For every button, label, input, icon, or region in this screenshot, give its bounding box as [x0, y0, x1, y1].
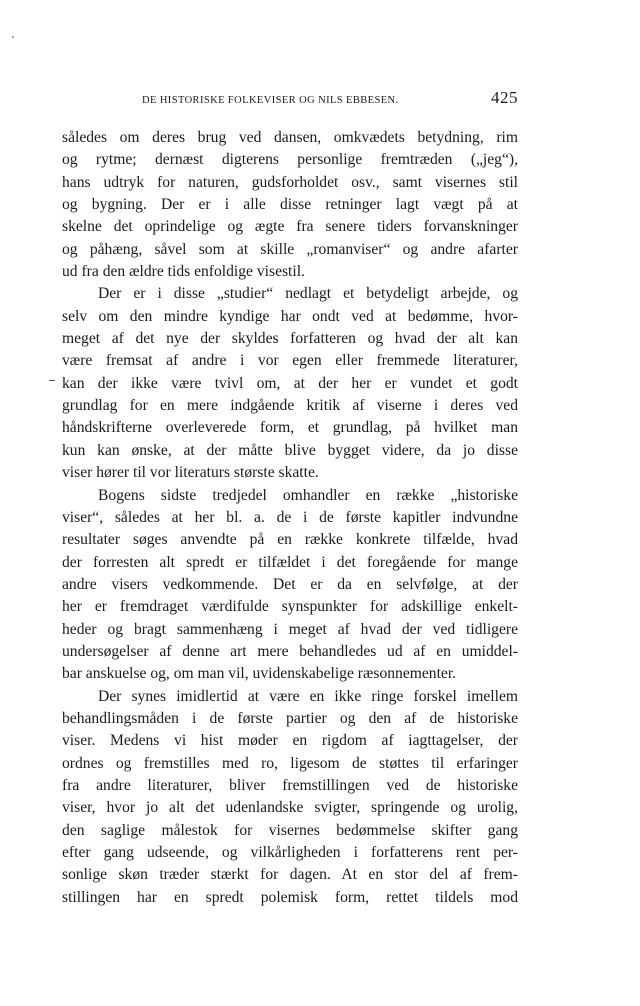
text-line: hans udtryk for naturen, gudsforholdet osv., samt visernes stil — [62, 173, 518, 191]
text-line: andre visers vedkommende. Det er da en selvfølge, at der — [62, 575, 518, 593]
text-line: selv om den mindre kyndige har ondt ved at bedømme, hvor- — [62, 307, 518, 325]
text-line: den saglige målestok for visernes bedømmelse skifter gang — [62, 821, 518, 839]
text-line: der forresten alt spredt er tilfældet i det foregående for mange — [62, 553, 518, 571]
text-line: heder og bragt sammenhæng i meget af hvad der ved tidligere — [62, 620, 518, 638]
text-line: Der synes imidlertid at være en ikke ringe forskel imellem — [98, 687, 518, 705]
text-line: viser. Medens vi hist møder en rigdom af iagttagelser, der — [62, 732, 518, 750]
text-line: kan der ikke være tvivl om, at der her er vundet et godt — [62, 374, 518, 392]
text-line: undersøgelser af denne art mere behandledes ud af en umiddel- — [62, 642, 518, 660]
page-header — [142, 88, 518, 112]
text-line: efter gang udseende, og vilkårligheden i forfatterens rent per- — [62, 844, 518, 861]
text-line: ud fra den ældre tids enfoldige visestil. — [62, 263, 305, 281]
text-line: stillingen har en spredt polemisk form, rettet tildels mod — [62, 888, 518, 906]
text-line: her er fremdraget værdifulde synspunkter for adskillige enkelt- — [62, 598, 518, 616]
body-text — [62, 127, 518, 909]
text-line: fra andre literaturer, bliver fremstillingen ved de historiske — [62, 776, 518, 794]
text-line: meget af det nye der skyldes forfatteren og hvad der alt kan — [62, 330, 518, 348]
text-line: kun kan ønske, at der måtte blive bygget videre, da jo disse — [62, 441, 518, 459]
text-line: sonlige skøn træder stærkt for dagen. At en stor del af frem- — [62, 866, 518, 884]
text-line: og rytme; dernæst digterens personlige fremtræden („jeg“), — [62, 151, 518, 169]
text-line: Bogens sidste tredjedel omhandler en række „historiske — [98, 486, 518, 504]
text-line: ordnes og fremstilles med ro, ligesom de støttes til erfaringer — [62, 754, 518, 772]
text-line: håndskrifterne overleverede form, et grundlag, på hvilket man — [62, 419, 518, 437]
text-line: Der er i disse „studier“ nedlagt et betydeligt arbejde, og — [98, 285, 518, 303]
text-line: viser hører til vor literaturs største skatte. — [62, 464, 319, 482]
running-title: DE HISTORISKE FOLKEVISER OG NILS EBBESEN. — [142, 95, 399, 106]
text-line: og påhæng, såvel som at skille „romanviser“ og andre afarter — [62, 240, 518, 258]
margin-mark — [49, 380, 55, 381]
text-line: bar anskuelse og, om man vil, uvidenskabelige ræsonnementer. — [62, 665, 457, 683]
text-line: viser“, således at her bl. a. de i de første kapitler indvundne — [62, 508, 518, 526]
text-line: og bygning. Der er i alle disse retninger lagt vægt på at — [62, 196, 518, 214]
paper-speck — [12, 36, 14, 38]
text-line: således om deres brug ved dansen, omkvædets betydning, rim — [62, 129, 518, 146]
text-line: viser, hvor jo alt det udenlandske svigter, springende og urolig, — [62, 799, 518, 817]
text-line: grundlag for en mere indgående kritik af viserne i deres ved — [62, 397, 518, 415]
page-number: 425 — [491, 88, 518, 107]
text-line: behandlingsmåden i de første partier og den af de historiske — [62, 709, 518, 727]
text-line: være fremsat af andre i vor egen eller fremmede literaturer, — [62, 352, 518, 370]
text-line: resultater søges anvendte på en række konkrete tilfælde, hvad — [62, 531, 518, 549]
text-line: skelne det oprindelige og ægte fra senere tiders forvanskninger — [62, 218, 518, 236]
